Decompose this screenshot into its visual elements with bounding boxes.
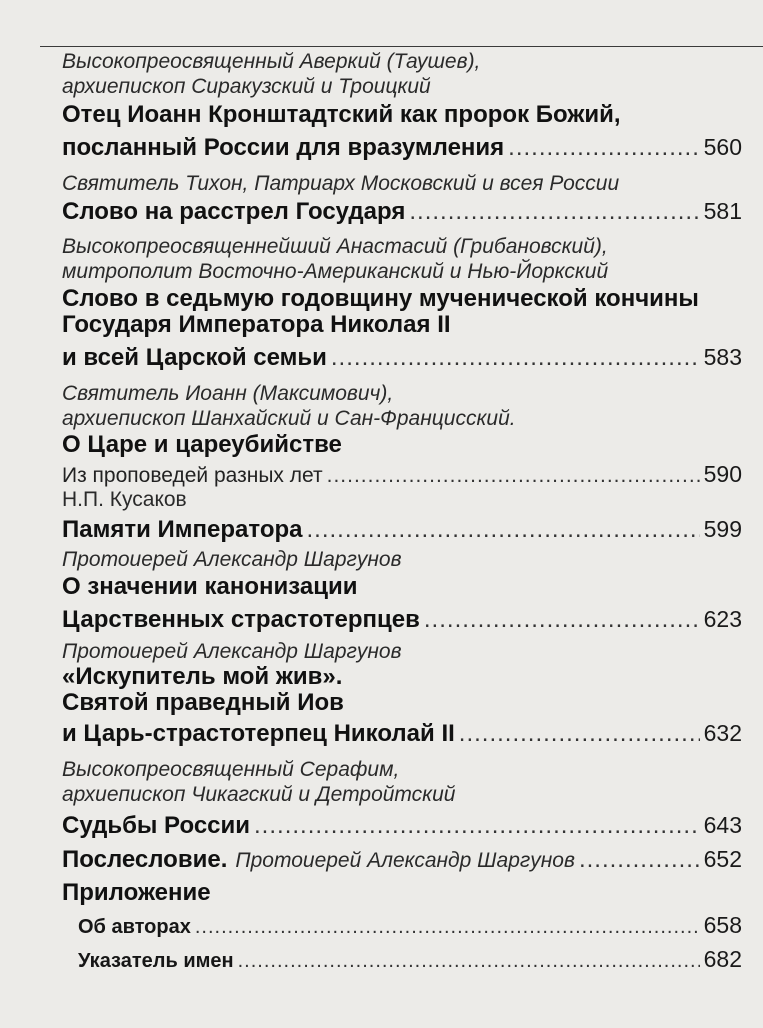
toc-entry[interactable] <box>62 844 742 876</box>
page-number: 560 <box>703 134 742 160</box>
dot-leader <box>424 605 700 635</box>
dot-leader <box>195 914 700 940</box>
entry-title: Послесловие. <box>62 846 228 873</box>
entry-title: Государя Императора Николая II <box>62 311 451 338</box>
entry-author: Протоиерей Александр Шаргунов <box>235 849 575 872</box>
dot-leader <box>579 845 700 875</box>
dot-leader <box>327 464 700 488</box>
toc-entry[interactable] <box>62 604 742 635</box>
entry-author: Протоиерей Александр Шаргунов <box>62 640 402 663</box>
top-rule <box>40 46 763 47</box>
entry-title: О Царе и цареубийстве <box>62 431 342 458</box>
page-number: 583 <box>703 344 742 370</box>
entry-author: Протоиерей Александр Шаргунов <box>62 548 402 571</box>
entry-title: «Искупитель мой жив». <box>62 663 343 690</box>
dot-leader <box>331 343 700 373</box>
dot-leader <box>238 948 700 974</box>
page-number: 682 <box>703 946 742 972</box>
entry-author: Святитель Тихон, Патриарх Московский и всея России <box>62 172 620 195</box>
dot-leader <box>508 133 699 163</box>
page-number: 590 <box>703 461 742 487</box>
entry-title: Памяти Императора <box>62 516 303 543</box>
toc-entry[interactable] <box>62 718 742 749</box>
page-number: 581 <box>703 198 742 224</box>
toc-entry[interactable] <box>78 912 742 940</box>
section-title[interactable]: Приложение <box>62 879 211 906</box>
entry-title: Слово на расстрел Государя <box>62 198 406 225</box>
entry-title: О значении канонизации <box>62 573 358 600</box>
page-number: 599 <box>703 516 742 542</box>
entry-author: Н.П. Кусаков <box>62 488 187 511</box>
toc-entry[interactable] <box>62 462 742 488</box>
toc-entry[interactable] <box>62 342 742 373</box>
entry-title: Слово в седьмую годовщину мученической кончины <box>62 285 699 312</box>
page-number: 652 <box>703 846 742 872</box>
entry-author: Святитель Иоанн (Максимович), <box>62 382 394 405</box>
entry-title: и всей Царской семьи <box>62 344 327 371</box>
entry-author: Высокопреосвященнейший Анастасий (Грибановский), <box>62 235 608 258</box>
toc-entry[interactable] <box>78 946 742 974</box>
entry-title: Святой праведный Иов <box>62 689 344 716</box>
entry-subtitle: Из проповедей разных лет <box>62 464 323 487</box>
toc-entry[interactable] <box>62 810 742 841</box>
dot-leader <box>307 515 700 545</box>
entry-title: Об авторах <box>78 916 191 938</box>
toc-entry[interactable] <box>62 132 742 163</box>
entry-title: и Царь-страстотерпец Николай II <box>62 720 455 747</box>
entry-author: архиепископ Чикагский и Детройтский <box>62 783 456 806</box>
entry-title: Судьбы России <box>62 812 251 839</box>
dot-leader <box>254 811 700 841</box>
dot-leader <box>409 197 699 227</box>
entry-author: Высокопреосвященный Аверкий (Таушев), <box>62 50 481 73</box>
entry-author: архиепископ Сиракузский и Троицкий <box>62 75 431 98</box>
toc-entry[interactable] <box>62 514 742 545</box>
entry-author: Высокопреосвященный Серафим, <box>62 758 400 781</box>
toc-entry[interactable] <box>62 196 742 227</box>
entry-title: посланный России для вразумления <box>62 134 505 161</box>
entry-title: Указатель имен <box>78 950 234 972</box>
entry-author: архиепископ Шанхайский и Сан-Францисский. <box>62 407 516 430</box>
dot-leader <box>459 719 700 749</box>
page-number: 658 <box>703 912 742 938</box>
entry-title: Отец Иоанн Кронштадтский как пророк Божий, <box>62 101 621 128</box>
entry-author: митрополит Восточно-Американский и Нью-Йоркский <box>62 260 609 283</box>
page-number: 623 <box>703 606 742 632</box>
page-number: 643 <box>703 812 742 838</box>
page-number: 632 <box>703 720 742 746</box>
entry-title: Царственных страстотерпцев <box>62 606 420 633</box>
